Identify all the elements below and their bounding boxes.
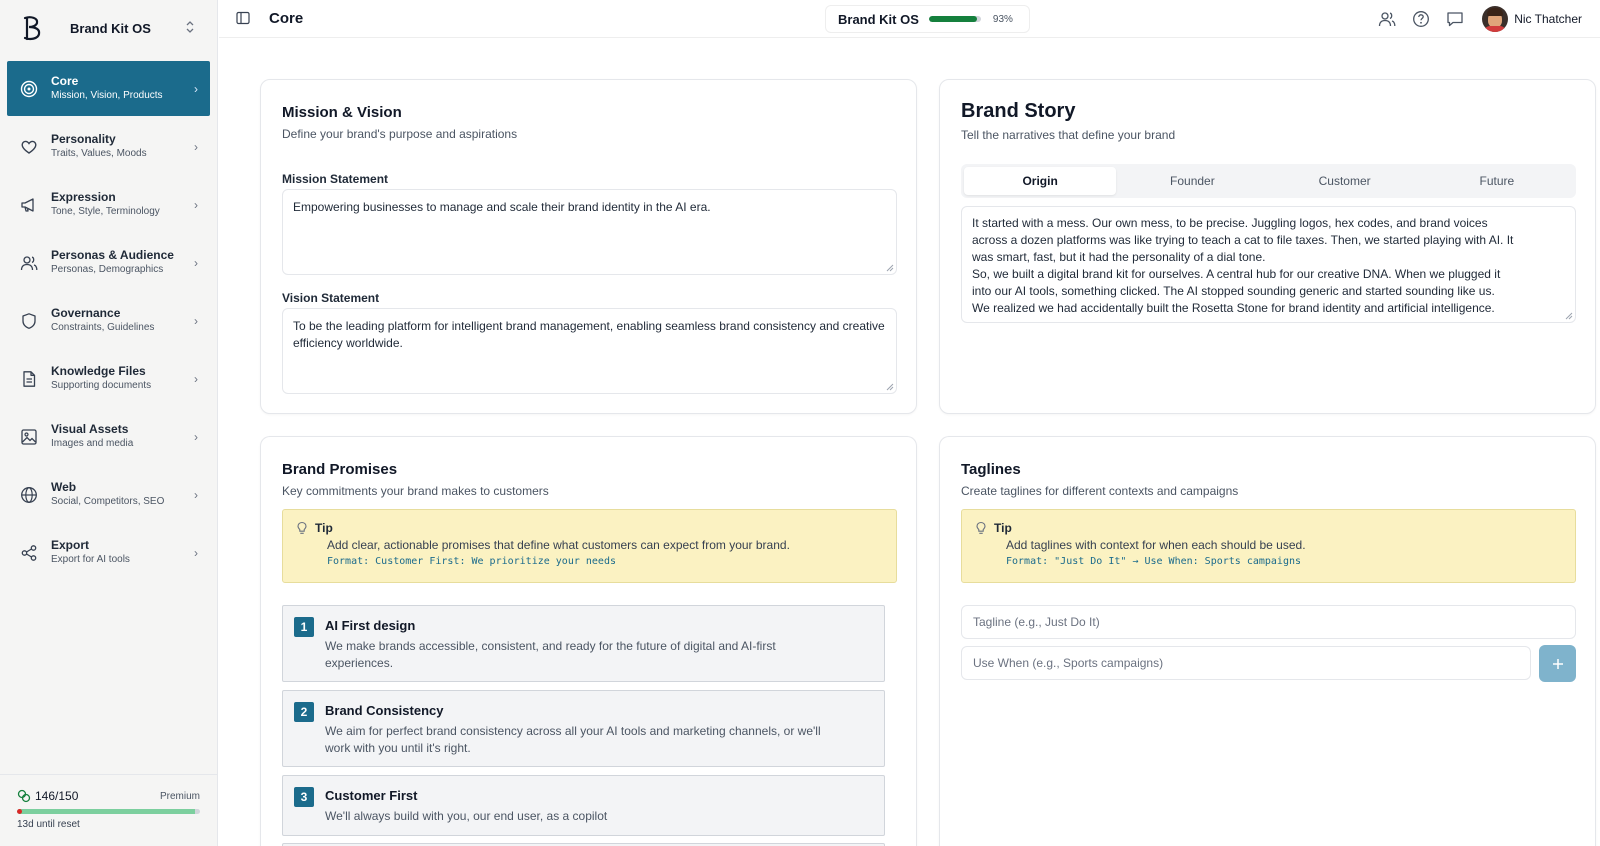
tip-text: Add taglines with context for when each should be used. (1006, 538, 1306, 552)
sidebar-item-subtitle: Personas, Demographics (51, 264, 164, 275)
brand-logo-icon (18, 14, 46, 42)
chevron-right-icon: › (194, 371, 198, 386)
sidebar-item-title: Export (51, 538, 90, 552)
use-when-input[interactable] (961, 646, 1531, 680)
promise-item[interactable] (282, 690, 885, 767)
completion-progress-fill (929, 16, 977, 22)
shield-icon (19, 311, 39, 331)
sidebar-item-subtitle: Social, Competitors, SEO (51, 496, 165, 507)
chevron-right-icon: › (194, 545, 198, 560)
chevron-up-down-icon (185, 20, 199, 37)
use-when-placeholder: Use When (e.g., Sports campaigns) (973, 656, 1164, 670)
lightbulb-icon (974, 521, 988, 535)
resize-handle-icon[interactable] (886, 264, 894, 272)
sidebar-item-governance[interactable] (7, 293, 210, 348)
mission-vision-card (260, 79, 917, 414)
page-title: Core (269, 10, 304, 27)
promise-title: Customer First (325, 788, 418, 803)
chevron-right-icon: › (194, 429, 198, 444)
tip-format: Format: "Just Do It" → Use When: Sports campaigns (1006, 556, 1302, 567)
sidebar-item-personality[interactable] (7, 119, 210, 174)
sidebar-item-export[interactable] (7, 525, 210, 580)
story-line: We realized we had accidentally built the Rosetta Stone for brand identity and artificial intelligence. (972, 301, 1495, 315)
mission-label: Mission Statement (282, 172, 389, 186)
sidebar-item-subtitle: Mission, Vision, Products (51, 90, 163, 101)
resize-handle-icon[interactable] (886, 383, 894, 391)
sidebar-item-subtitle: Images and media (51, 438, 134, 449)
plus-icon (1552, 658, 1564, 670)
sidebar-item-title: Knowledge Files (51, 364, 146, 378)
story-line: into our AI tools, something clicked. The AI stopped sounding generic and started sounding like us. (972, 284, 1495, 298)
usage-bar-fill (17, 809, 195, 814)
target-icon (19, 79, 39, 99)
tip-label: Tip (315, 521, 333, 535)
promise-number: 3 (294, 787, 314, 807)
tab-customer[interactable]: Customer (1318, 174, 1371, 188)
story-text-field[interactable] (961, 206, 1576, 323)
mission-statement-text: Empowering businesses to manage and scale their brand identity in the AI era. (293, 200, 711, 214)
usage-panel (0, 774, 218, 846)
chevron-right-icon: › (194, 81, 198, 96)
promise-item[interactable] (282, 775, 885, 836)
promise-number: 2 (294, 702, 314, 722)
sidebar-item-title: Expression (51, 190, 116, 204)
sidebar-item-personas-audience[interactable] (7, 235, 210, 290)
sidebar-item-subtitle: Constraints, Guidelines (51, 322, 155, 333)
sidebar-item-title: Personality (51, 132, 116, 146)
completion-progress-bar (929, 16, 981, 22)
coins-icon (17, 789, 31, 803)
story-line: It started with a mess. Our own mess, to be precise. Juggling logos, hex codes, and brand voices (972, 216, 1488, 230)
sidebar-item-title: Web (51, 480, 77, 494)
usage-reset-text: 13d until reset (17, 819, 80, 830)
workspace-switcher[interactable] (0, 0, 217, 56)
chevron-right-icon: › (194, 139, 198, 154)
usage-count: 146/150 (35, 789, 79, 803)
file-icon (19, 369, 39, 389)
chevron-right-icon: › (194, 197, 198, 212)
card-title: Taglines (961, 461, 1021, 478)
tagline-input[interactable] (961, 605, 1576, 639)
usage-bar (17, 809, 200, 814)
resize-handle-icon[interactable] (1565, 312, 1573, 320)
brand-promises-card (260, 436, 917, 846)
sidebar-item-visual-assets[interactable] (7, 409, 210, 464)
card-title: Brand Story (961, 100, 1076, 122)
tab-future[interactable]: Future (1479, 174, 1515, 188)
chat-icon[interactable] (1446, 10, 1464, 28)
sidebar-item-title: Visual Assets (51, 422, 129, 436)
card-description: Define your brand's purpose and aspirations (282, 127, 518, 141)
story-line: was smart, fast, but it had the personality of a dial tone. (972, 250, 1266, 264)
card-description: Key commitments your brand makes to customers (282, 484, 549, 498)
sidebar-item-core[interactable] (7, 61, 210, 116)
tagline-placeholder: Tagline (e.g., Just Do It) (973, 615, 1100, 629)
brand-name: Brand Kit OS (838, 11, 919, 27)
add-tagline-button[interactable] (1539, 645, 1576, 682)
card-title: Brand Promises (282, 461, 398, 478)
sidebar-nav (0, 61, 217, 580)
vision-statement-field[interactable] (282, 308, 897, 394)
promise-description: We make brands accessible, consistent, and ready for the future of digital and AI-first experiences. (325, 639, 776, 670)
story-line: across a dozen platforms was like trying to teach a cat to file taxes. Then, we started playing with AI. It (972, 233, 1514, 247)
sidebar-toggle-icon[interactable] (236, 11, 250, 25)
card-description: Create taglines for different contexts and campaigns (961, 484, 1239, 498)
sidebar-item-knowledge-files[interactable] (7, 351, 210, 406)
chevron-right-icon: › (194, 255, 198, 270)
taglines-tip (961, 509, 1576, 583)
tip-format: Format: Customer First: We prioritize your needs (327, 556, 616, 567)
help-icon[interactable] (1412, 10, 1430, 28)
share-icon (19, 543, 39, 563)
avatar[interactable] (1482, 6, 1508, 32)
tip-text: Add clear, actionable promises that define what customers can expect from your brand. (327, 538, 790, 552)
card-description: Tell the narratives that define your brand (961, 128, 1176, 142)
promise-item[interactable] (282, 605, 885, 682)
vision-statement-text: To be the leading platform for intelligent brand management, enabling seamless brand consistency and creative efficiency worldwide. (293, 319, 885, 350)
users-icon (19, 253, 39, 273)
sidebar-item-subtitle: Traits, Values, Moods (51, 148, 147, 159)
lightbulb-icon (295, 521, 309, 535)
chevron-right-icon: › (194, 313, 198, 328)
story-line: So, we built a digital brand kit for ourselves. A central hub for our creative DNA. When we plugged it (972, 267, 1501, 281)
promises-tip (282, 509, 897, 583)
sidebar-item-subtitle: Export for AI tools (51, 554, 130, 565)
taglines-card (939, 436, 1596, 846)
sidebar-item-title: Governance (51, 306, 121, 320)
plan-badge: Premium (159, 790, 200, 802)
workspace-name: Brand Kit OS (70, 20, 151, 36)
globe-icon (19, 485, 39, 505)
vision-label: Vision Statement (282, 291, 380, 305)
tab-origin[interactable]: Origin (964, 167, 1116, 195)
brand-story-card (939, 79, 1596, 414)
promise-title: Brand Consistency (325, 703, 444, 718)
tab-founder[interactable]: Founder (1170, 174, 1215, 188)
user-name[interactable]: Nic Thatcher (1514, 12, 1582, 26)
megaphone-icon (19, 195, 39, 215)
sidebar-item-title: Core (51, 74, 79, 88)
promise-description: We'll always build with you, our end user, as a copilot (325, 809, 608, 823)
sidebar-item-subtitle: Supporting documents (51, 380, 152, 391)
promise-title: AI First design (325, 618, 416, 633)
topbar (219, 0, 1600, 38)
sidebar-item-web[interactable] (7, 467, 210, 522)
heart-icon (19, 137, 39, 157)
completion-percent: 93% (992, 13, 1013, 25)
promise-description: We aim for perfect brand consistency across all your AI tools and marketing channels, or we'll work with you until it's right. (325, 724, 821, 755)
brand-completion-indicator[interactable] (825, 5, 1030, 33)
sidebar-item-title: Personas & Audience (51, 248, 174, 262)
team-icon[interactable] (1378, 10, 1396, 28)
sidebar-item-subtitle: Tone, Style, Terminology (51, 206, 160, 217)
sidebar (0, 0, 218, 846)
tip-label: Tip (994, 521, 1012, 535)
mission-statement-field[interactable] (282, 189, 897, 275)
promise-number: 1 (294, 617, 314, 637)
image-icon (19, 427, 39, 447)
card-title: Mission & Vision (282, 104, 402, 121)
chevron-right-icon: › (194, 487, 198, 502)
sidebar-item-expression[interactable] (7, 177, 210, 232)
story-tabs (961, 164, 1576, 198)
